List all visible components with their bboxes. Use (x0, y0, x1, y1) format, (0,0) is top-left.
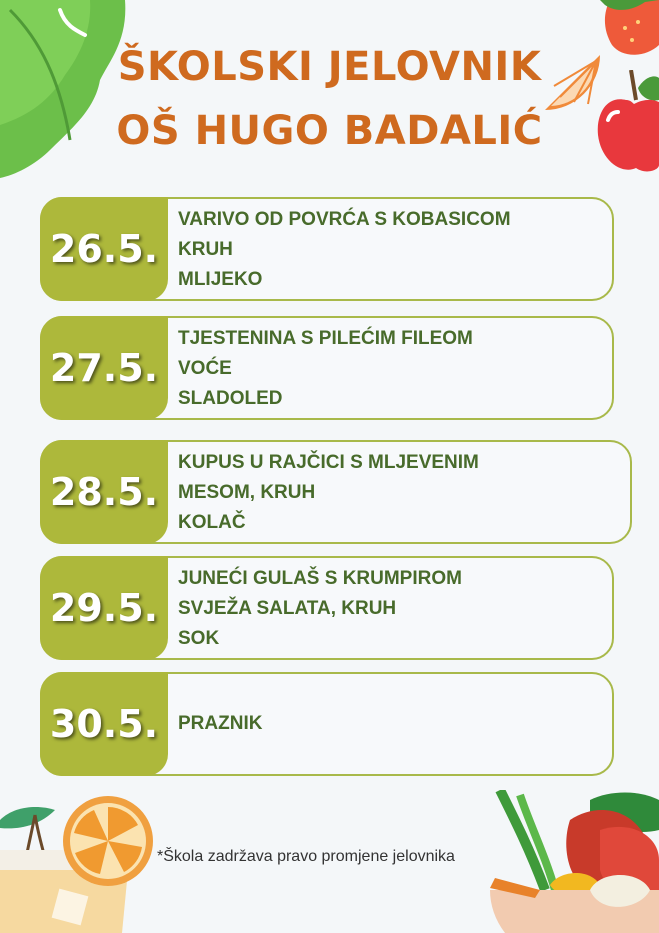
menu-date: 28.5. (40, 440, 168, 544)
school-name: OŠ HUGO BADALIĆ (116, 108, 543, 154)
menu-item: TJESTENINA S PILEĆIM FILEOM (178, 328, 473, 349)
menu-item: SLADOLED (178, 388, 283, 409)
menu-item: JUNEĆI GULAŠ S KRUMPIROM (178, 568, 462, 589)
menu-items (178, 709, 262, 739)
menu-item: VARIVO OD POVRĆA S KOBASICOM (178, 209, 511, 230)
menu-items (178, 324, 473, 414)
vegetables-icon (490, 790, 659, 933)
menu-item: MESOM, KRUH (178, 482, 316, 503)
menu-items (178, 448, 479, 538)
menu-date: 27.5. (40, 316, 168, 420)
menu-item: SVJEŽA SALATA, KRUH (178, 598, 397, 619)
footer-note: *Škola zadržava pravo promjene jelovnika (157, 848, 455, 865)
menu-date: 29.5. (40, 556, 168, 660)
menu-items (178, 564, 462, 654)
menu-item: KOLAČ (178, 512, 246, 533)
menu-item: VOĆE (178, 358, 232, 379)
menu-items (178, 205, 511, 295)
menu-item: PRAZNIK (178, 713, 263, 734)
orange-icon (62, 795, 154, 887)
menu-date: 30.5. (40, 672, 168, 776)
menu-date: 26.5. (40, 197, 168, 301)
menu-item: KRUH (178, 239, 233, 260)
menu-item: SOK (178, 628, 220, 649)
page-title: ŠKOLSKI JELOVNIK (117, 44, 542, 90)
menu-item: KUPUS U RAJČICI S MLJEVENIM (178, 452, 479, 473)
menu-item: MLIJEKO (178, 269, 263, 290)
